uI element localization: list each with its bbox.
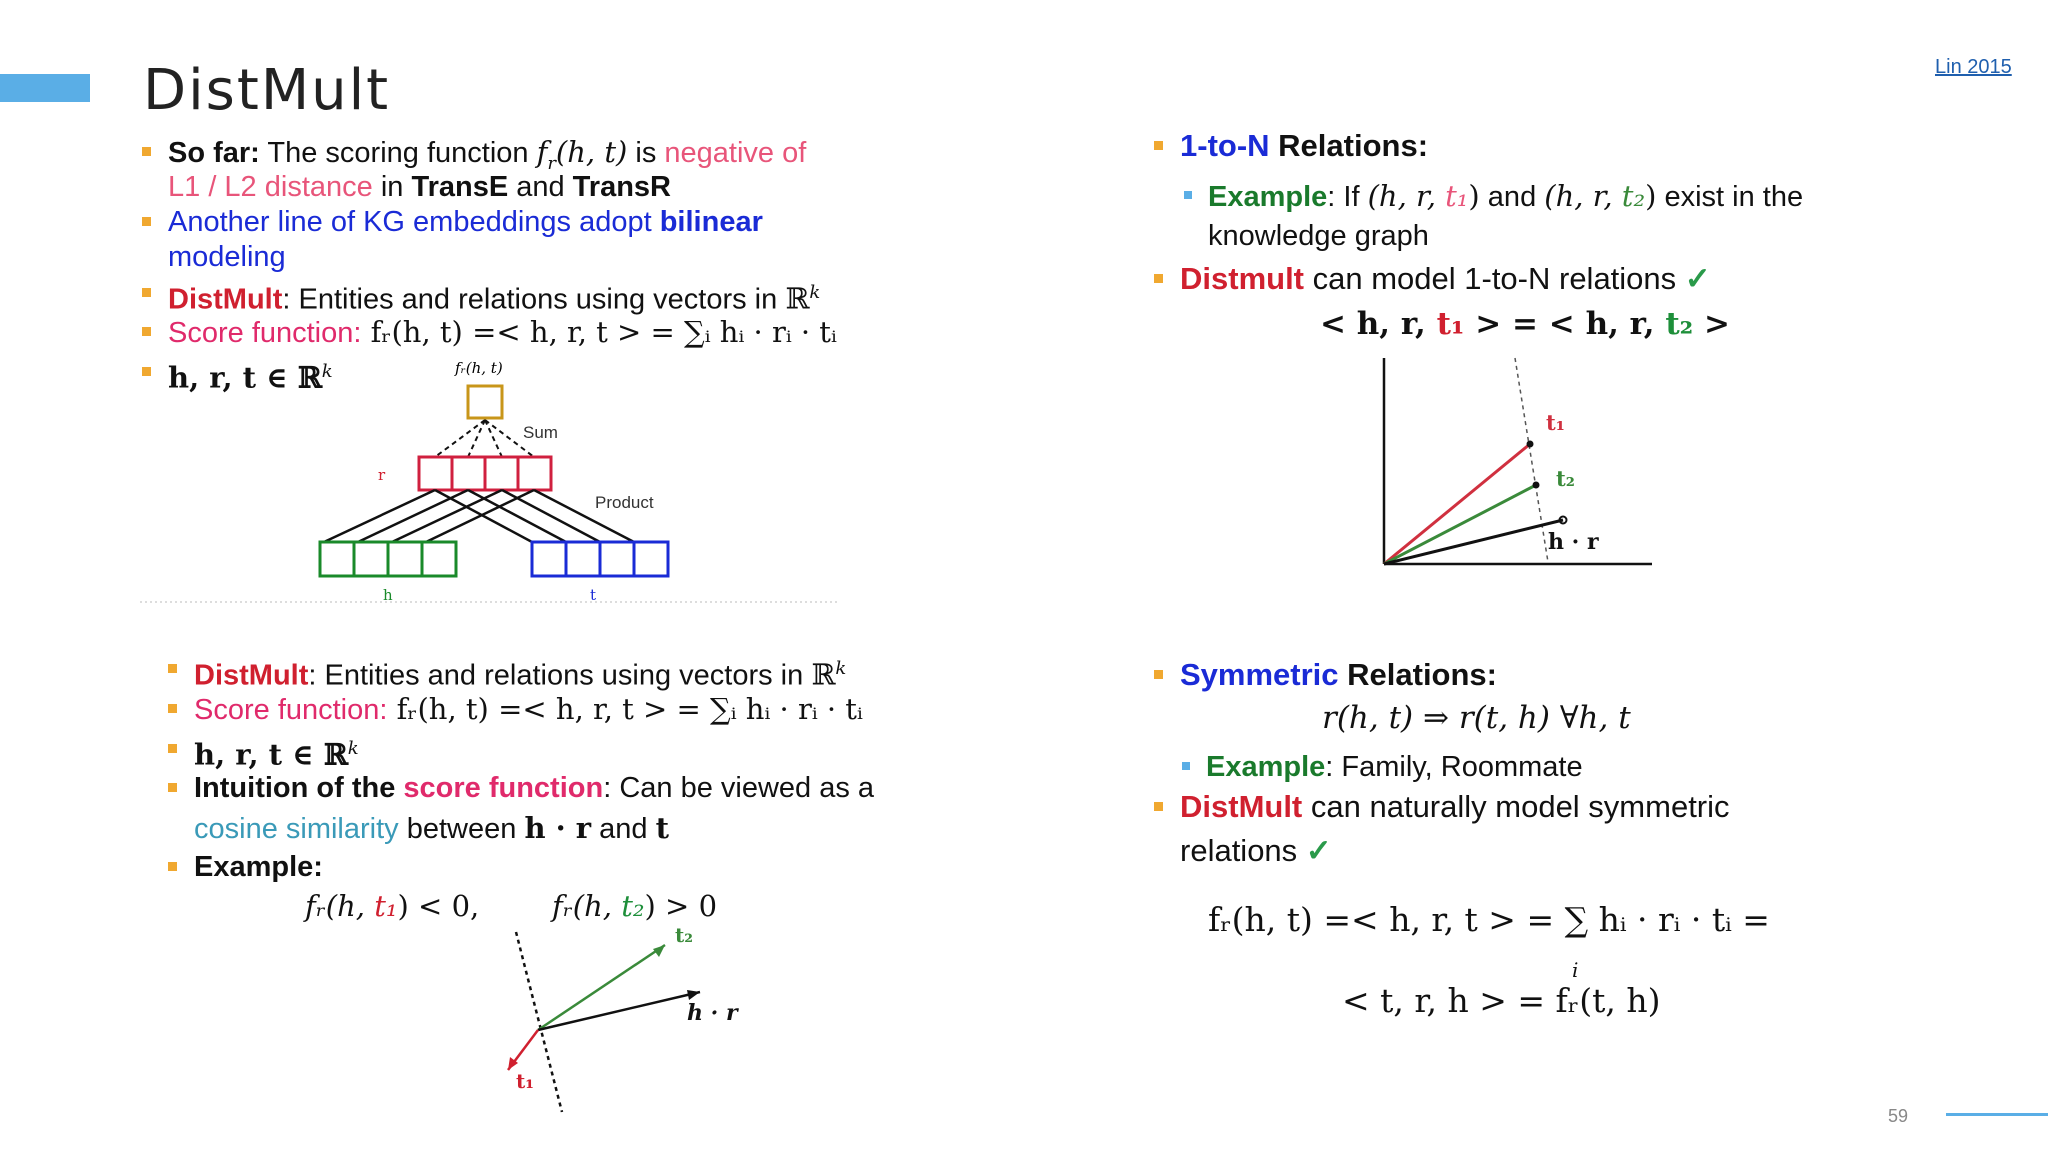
r-vector — [419, 457, 551, 490]
k-superscript: k — [347, 738, 359, 759]
hrt-in-text: h, r, t ∈ ℝ — [168, 360, 322, 395]
sub-bullet-example-line2 — [1208, 218, 1429, 254]
check-icon: ✓ — [1684, 261, 1711, 296]
bullet-symmetric — [1180, 657, 1497, 693]
can-model-text: can naturally model symmetric — [1302, 789, 1730, 824]
example-t2: t₂ — [621, 889, 645, 923]
sum-edges — [435, 420, 534, 457]
in-text: in — [372, 171, 412, 203]
bullet-1-to-n — [1180, 128, 1428, 164]
symmetric-formula: r(h, t) ⇒ r(t, h) ∀h, t — [1322, 700, 1631, 736]
example-text: : Family, Roommate — [1325, 751, 1583, 783]
transr-text: TransR — [572, 171, 671, 203]
and-text: and — [508, 171, 573, 203]
product-edges — [324, 490, 634, 542]
hr-label: h · r — [1548, 529, 1599, 555]
t-text: t — [655, 811, 669, 845]
symmetric-label: Symmetric — [1180, 657, 1339, 692]
example-f2-start: fᵣ(h, — [552, 889, 622, 923]
distmult-text: : Entities and relations using vectors in — [308, 659, 812, 692]
footer-line — [1946, 1113, 2048, 1116]
bullet-score-top — [168, 314, 837, 351]
eq-t1: t₁ — [1436, 306, 1465, 342]
h-vector — [320, 542, 456, 576]
score-label: Score function: — [168, 317, 362, 349]
t2-point — [1533, 482, 1540, 489]
real-space-symbol: ℝ — [811, 657, 836, 692]
example-f2 — [552, 888, 717, 924]
fn-args: (h, t) — [555, 135, 628, 169]
fr-label: fᵣ(h, t) — [455, 359, 503, 377]
check-icon: ✓ — [1305, 833, 1332, 868]
score-label: Score function: — [194, 694, 388, 726]
cosine-vector-figure — [480, 920, 780, 1120]
example-label: Example: — [194, 851, 323, 883]
t2-vector — [538, 945, 665, 1030]
tuple1-t1: t₁ — [1445, 179, 1469, 213]
transe-text: TransE — [411, 171, 509, 203]
slide-title: DistMult — [143, 58, 391, 123]
hr-label: h · r — [687, 1000, 738, 1026]
sum-index: i — [1572, 958, 1579, 982]
distmult-text: : Entities and relations using vectors in — [282, 283, 786, 316]
intuition-score-text: score function — [403, 772, 604, 804]
example-text-end: exist in the — [1656, 181, 1804, 213]
intuition-label: Intuition of the — [194, 772, 404, 804]
example-t1: t₁ — [374, 889, 398, 923]
negative-of-text: negative of — [664, 137, 807, 169]
eq-t2: t₂ — [1665, 306, 1694, 342]
score-formula: fᵣ(h, t) =< h, r, t > = ∑ᵢ hᵢ · rᵢ · tᵢ — [361, 315, 837, 349]
so-far-text: The scoring function — [259, 137, 537, 169]
knowledge-graph-text: knowledge graph — [1208, 220, 1429, 252]
example-label: Example — [1208, 181, 1328, 213]
l1-l2-text: L1 / L2 distance — [168, 171, 373, 203]
bullet-marker — [1154, 802, 1163, 811]
t1-label: t₁ — [516, 1069, 534, 1093]
bullet-distmult-symmetric — [1180, 789, 1730, 825]
t2-vector — [1384, 485, 1536, 564]
hrt-in-text: h, r, t ∈ ℝ — [194, 737, 348, 772]
t2-label: t₂ — [675, 923, 693, 947]
and-text: and — [1479, 181, 1545, 213]
is-text: is — [627, 137, 665, 169]
hr-vector — [538, 992, 700, 1030]
example-f1 — [305, 888, 479, 924]
accent-bar — [0, 74, 90, 102]
bilinear-text: bilinear — [659, 206, 763, 238]
distmult-label: DistMult — [168, 283, 283, 316]
so-far-label: So far: — [168, 137, 260, 169]
distmult-label: DistMult — [194, 659, 309, 692]
another-line-text: Another line of KG embeddings adopt — [168, 206, 660, 238]
hr-text: h · r — [524, 811, 592, 845]
sub-bullet-marker — [1184, 191, 1192, 199]
score-formula: fᵣ(h, t) =< h, r, t > = ∑ᵢ hᵢ · rᵢ · tᵢ — [387, 692, 863, 726]
t-label: t — [590, 586, 597, 604]
product-label: Product — [595, 493, 654, 512]
bullet-marker — [142, 288, 151, 297]
sum-node — [468, 386, 502, 418]
bullet-score-bottom — [194, 691, 863, 728]
eq-left: < h, r, — [1320, 306, 1437, 342]
bullet-marker — [168, 862, 177, 871]
sub-bullet-symmetric-example — [1206, 749, 1583, 785]
bullet-intuition — [194, 770, 874, 806]
eq-mid: > = < h, r, — [1464, 306, 1666, 342]
t2-arrowhead — [653, 945, 665, 957]
bullet-marker — [168, 704, 177, 713]
cosine-similarity-text: cosine similarity — [194, 813, 399, 845]
relations-label: Relations: — [1338, 657, 1497, 692]
relations-text: relations — [1180, 833, 1306, 868]
distmult-label: DistMult — [1180, 789, 1303, 824]
and-text: and — [591, 813, 656, 845]
bullet-marker — [142, 147, 151, 156]
bullet-marker — [1154, 670, 1163, 679]
bullet-marker — [1154, 274, 1163, 283]
t-vector — [532, 542, 668, 576]
bullet-example — [194, 849, 323, 885]
distmult-label: Distmult — [1180, 261, 1304, 296]
distmult-network-diagram — [130, 355, 850, 615]
bullet-marker — [142, 217, 151, 226]
k-superscript: k — [809, 282, 821, 303]
sub-bullet-example — [1208, 178, 1803, 215]
tuple2-close: ) — [1645, 179, 1657, 213]
symmetric-equation-2: < t, r, h > = fᵣ(t, h) — [1342, 981, 1661, 1020]
k-superscript: k — [835, 658, 847, 679]
tuple2-start: (h, r, — [1544, 179, 1622, 213]
bullet-so-far-line2 — [168, 169, 671, 205]
bullet-intuition-line2 — [194, 810, 669, 847]
bullet-marker — [1154, 141, 1163, 150]
one-to-n-vector-figure — [1370, 352, 1670, 572]
fn-symbol: f — [536, 135, 548, 169]
k-superscript: k — [321, 361, 333, 382]
eq-right: > — [1693, 306, 1731, 342]
bullet-modeling-line2 — [168, 239, 286, 275]
symmetric-equation-1: fᵣ(h, t) =< h, r, t > = ∑ hᵢ · rᵢ · tᵢ = — [1208, 900, 1770, 939]
tuple1-start: (h, r, — [1367, 179, 1446, 213]
one-to-n-equation — [1320, 306, 1730, 342]
intuition-text: : Can be viewed as a — [603, 772, 875, 804]
bullet-marker — [168, 664, 177, 673]
real-space-symbol: ℝ — [785, 281, 810, 316]
bullet-hrt-bottom — [194, 731, 359, 774]
example-text: : If — [1327, 181, 1368, 213]
modeling-text: modeling — [168, 241, 286, 273]
citation-link[interactable]: Lin 2015 — [1935, 56, 2012, 78]
example-f1-end: ) < 0, — [397, 889, 480, 923]
can-model-text: can model 1-to-N relations — [1304, 261, 1685, 296]
bullet-distmult-top — [168, 275, 820, 318]
between-text: between — [398, 813, 525, 845]
t1-point — [1527, 441, 1534, 448]
sum-label: Sum — [523, 423, 558, 442]
page-number: 59 — [1888, 1106, 1909, 1126]
example-label: Example — [1206, 751, 1326, 783]
t2-label: t₂ — [1556, 466, 1575, 491]
h-label: h — [383, 586, 393, 604]
bullet-distmult-1-to-n — [1180, 261, 1711, 297]
tuple2-t2: t₂ — [1621, 179, 1646, 213]
relations-label: Relations: — [1269, 128, 1429, 163]
bullet-distmult-symmetric-line2 — [1180, 833, 1332, 869]
sub-bullet-marker — [1182, 762, 1190, 770]
bullet-another-line — [168, 204, 763, 240]
bullet-marker — [142, 327, 151, 336]
one-to-n-label: 1-to-N — [1180, 128, 1270, 163]
bullet-marker — [168, 744, 177, 753]
bullet-distmult-bottom — [194, 651, 846, 694]
tuple1-close: ) — [1468, 179, 1480, 213]
r-label: r — [378, 466, 386, 484]
example-f2-end: ) > 0 — [644, 889, 718, 923]
t1-label: t₁ — [1546, 410, 1565, 435]
fn-sub: r — [547, 152, 556, 174]
bullet-marker — [168, 783, 177, 792]
example-f1-start: fᵣ(h, — [305, 889, 375, 923]
